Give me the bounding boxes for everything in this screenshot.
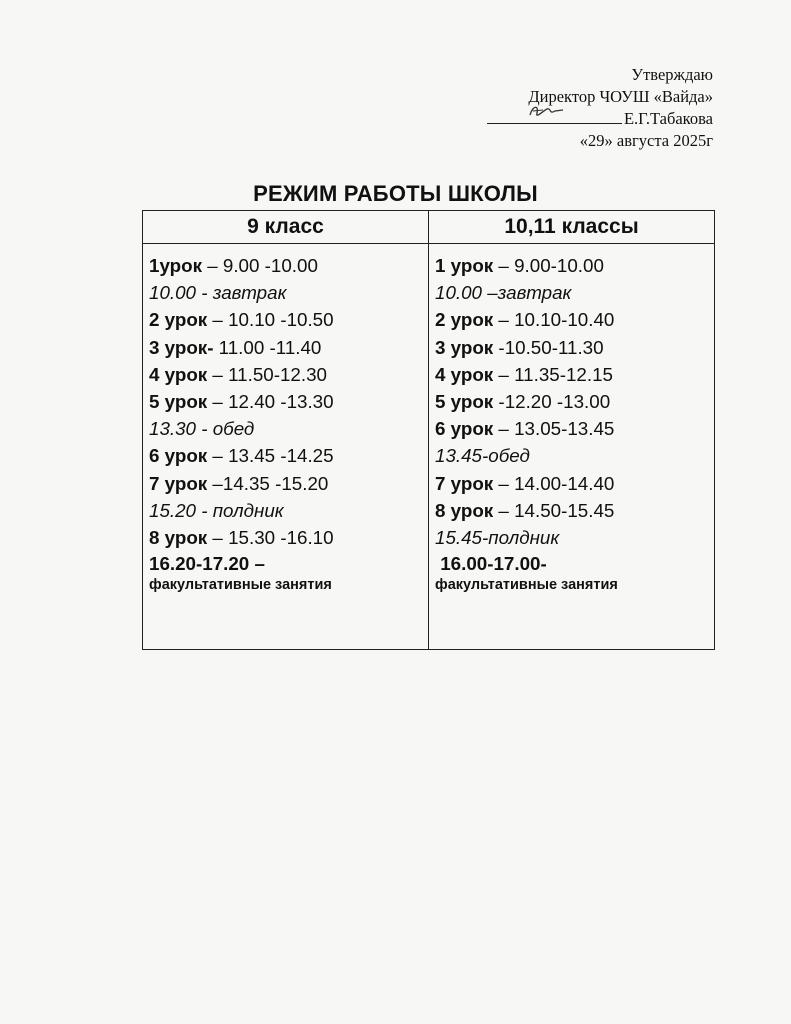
lesson-line — [149, 388, 428, 415]
meal-line: 10.00 –завтрак — [435, 282, 572, 304]
lesson-time: – 11.35-12.15 — [493, 363, 613, 385]
lesson-label: 2 урок — [149, 309, 208, 331]
approval-date: «29» августа 2025г — [579, 131, 713, 150]
header-grade10-11: 10,11 классы — [429, 211, 715, 244]
lesson-line — [149, 470, 428, 497]
lesson-line — [149, 306, 428, 333]
signature-line — [487, 109, 622, 124]
page-title: РЕЖИМ РАБОТЫ ШКОЛЫ — [253, 181, 538, 206]
header-grade9: 9 класс — [143, 211, 429, 244]
meal-line: 15.20 - полдник — [149, 499, 284, 521]
lesson-label: 2 урок — [435, 309, 494, 331]
lesson-label: 7 урок — [435, 472, 494, 494]
lesson-time: – 13.05-13.45 — [493, 418, 615, 440]
lesson-line — [435, 388, 714, 415]
director-position: Директор ЧОУШ «Вайда» — [528, 87, 713, 106]
lesson-line — [435, 470, 714, 497]
meal-line: 15.45-полдник — [435, 527, 560, 549]
lesson-line — [435, 361, 714, 388]
lesson-line — [149, 524, 428, 551]
lesson-label: 4 урок — [149, 363, 208, 385]
lesson-line — [435, 334, 714, 361]
lesson-line — [435, 415, 714, 442]
approve-label: Утверждаю — [631, 65, 713, 84]
lesson-time: – 11.50-12.30 — [207, 363, 327, 385]
lesson-time: – 9.00 -10.00 — [202, 255, 318, 276]
meal-line: 13.45-обед — [435, 445, 530, 467]
lesson-label: 1урок — [149, 255, 202, 276]
lesson-time: – 12.40 -13.30 — [207, 391, 334, 413]
lesson-label: 5 урок — [435, 391, 494, 413]
lesson-time: -10.50-11.30 — [493, 336, 604, 358]
lesson-line — [435, 252, 714, 279]
director-name: Е.Г.Табакова — [623, 109, 713, 128]
lesson-time: 11.00 -11.40 — [213, 336, 322, 358]
lesson-line — [149, 334, 428, 361]
grade10-11-schedule — [429, 244, 714, 649]
elective-time: 16.00-17.00- — [435, 553, 547, 575]
lesson-time: -12.20 -13.00 — [493, 391, 611, 413]
lesson-label: 7 урок — [149, 472, 208, 494]
lesson-label: 5 урок — [149, 391, 208, 413]
grade9-schedule — [143, 244, 428, 649]
schedule-row — [143, 244, 715, 650]
lesson-time: – 14.00-14.40 — [493, 472, 615, 494]
lesson-label: 3 урок- — [149, 336, 214, 358]
schedule-table — [142, 210, 715, 650]
lesson-label: 6 урок — [435, 418, 494, 440]
meal-line: 13.30 - обед — [149, 418, 255, 440]
elective-time: 16.20-17.20 – — [149, 553, 265, 575]
lesson-line — [435, 497, 714, 524]
approval-block — [487, 64, 713, 152]
lesson-time: – 10.10-10.40 — [493, 309, 615, 331]
lesson-label: 1 урок — [435, 255, 494, 276]
lesson-time: – 9.00-10.00 — [493, 255, 604, 276]
elective-label: факультативные занятия — [435, 577, 618, 594]
lesson-label: 3 урок — [435, 336, 494, 358]
signature-icon — [527, 101, 567, 123]
lesson-time: –14.35 -15.20 — [207, 472, 329, 494]
lesson-time: – 14.50-15.45 — [493, 499, 615, 521]
lesson-line — [149, 361, 428, 388]
lesson-label: 8 урок — [149, 527, 208, 549]
lesson-time: – 10.10 -10.50 — [207, 309, 334, 331]
elective-label: факультативные занятия — [149, 577, 332, 594]
lesson-line — [149, 252, 428, 279]
header-row — [143, 211, 715, 244]
lesson-time: – 13.45 -14.25 — [207, 445, 334, 467]
lesson-line — [149, 442, 428, 469]
lesson-time: – 15.30 -16.10 — [207, 527, 334, 549]
right-cell — [429, 244, 715, 650]
lesson-label: 6 урок — [149, 445, 208, 467]
left-cell — [143, 244, 429, 650]
lesson-line — [435, 306, 714, 333]
lesson-label: 4 урок — [435, 363, 494, 385]
signature-row — [487, 108, 713, 130]
lesson-label: 8 урок — [435, 499, 494, 521]
meal-line: 10.00 - завтрак — [149, 282, 287, 304]
